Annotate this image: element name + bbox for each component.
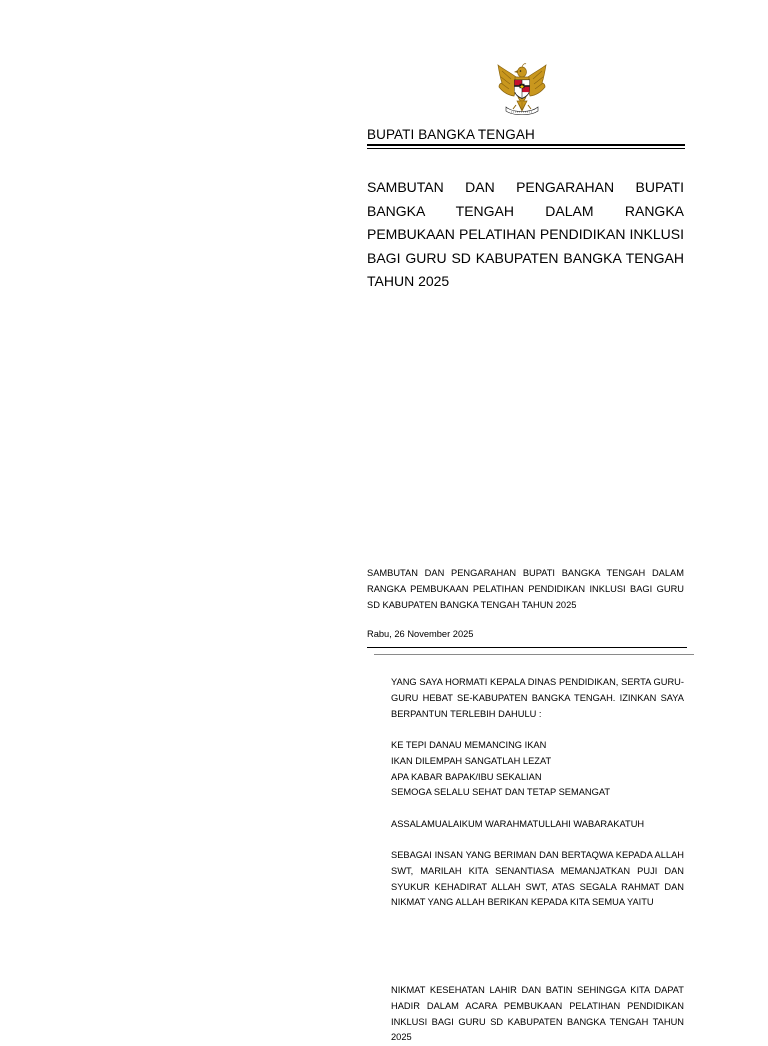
pantun-line: APA KABAR BAPAK/IBU SEKALIAN [391,771,542,782]
pantun-line: KE TEPI DANAU MEMANCING IKAN [391,740,547,750]
speech-paragraph-1: SEBAGAI INSAN YANG BERIMAN DAN BERTAQWA KEPADA ALLAH SWT, MARILAH KITA SENANTIASA MEMANJATKAN PUJI DAN SYUKUR KEHADIRAT ALLAH SWT, ATAS SEGALA RAHMAT DAN NIKMAT YANG ALLAH BERIKAN KEPADA KITA SEMUA YAITU [391,850,684,908]
date-divider [367,647,687,648]
header-divider-thin [367,148,685,149]
pantun-line: SEMOGA SELALU SEHAT DAN TETAP SEMANGAT [391,787,611,798]
document-main-title: SAMBUTAN DAN PENGARAHAN BUPATI BANGKA TENGAH DALAM RANGKA PEMBUKAAN PELATIHAN PENDIDIKAN INKLUSI BAGI GURU SD KABUPATEN BANGKA TENGAH TAHUN 2025 [367,179,684,289]
document-subtitle: SAMBUTAN DAN PENGARAHAN BUPATI BANGKA TENGAH DALAM RANGKA PEMBUKAAN PELATIHAN PENDIDIKAN INKLUSI BAGI GURU SD KABUPATEN BANGKA TENGAH TAHUN 2025 [367,568,684,610]
garuda-emblem-icon [497,63,547,117]
date-divider-secondary [374,654,694,655]
speech-salam: ASSALAMUALAIKUM WARAHMATULLAHI WABARAKATUH [391,819,645,829]
speech-paragraph-2: NIKMAT KESEHATAN LAHIR DAN BATIN SEHINGGA KITA DAPAT HADIR DALAM ACARA PEMBUKAAN PELATIHAN PENDIDIKAN INKLUSI BAGI GURU SD KABUPATEN BANGKA TENGAH TAHUN 2025 [391,985,684,1043]
pantun-line: IKAN DILEMPAH SANGATLAH LEZAT [391,755,552,766]
header-divider-thick [367,144,685,146]
header-title: BUPATI BANGKA TENGAH [367,127,535,142]
document-date: Rabu, 26 November 2025 [367,629,474,639]
pantun-block [391,738,684,801]
speech-greeting: YANG SAYA HORMATI KEPALA DINAS PENDIDIKAN, SERTA GURU-GURU HEBAT SE-KABUPATEN BANGKA TENGAH. IZINKAN SAYA BERPANTUN TERLEBIH DAHULU : [391,677,684,719]
